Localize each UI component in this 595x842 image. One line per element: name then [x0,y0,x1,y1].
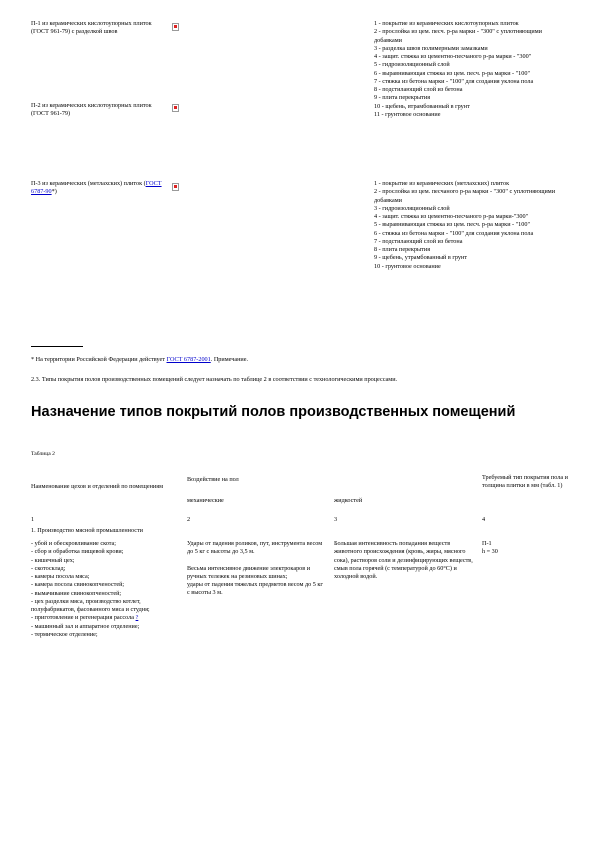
row-link[interactable]: ? [135,614,139,622]
list-item: - кишечный цех; [31,556,75,564]
section-heading: Назначение типов покрытий полов производственных помещений [31,404,516,420]
footnote: * На территории Российской Федерации действует ГОСТ 6787-2001. Примечание. [31,356,248,363]
col4-cell: П-1 h = 30 [482,540,498,556]
table-label: Таблица 2 [31,451,55,457]
list-item: - машинный зал и аппаратное отделение; [31,622,140,630]
list-item: - цех разделки мяса, производство котлет, полуфабрикатов, фасованного мяса и студня; [31,597,150,613]
col-number-3: 3 [334,516,338,523]
list-item: - скотосклад; [31,564,66,572]
list-item: - приготовление и регенерация рассола ? [31,614,139,622]
list-item: - камера посола свинокопченостей; [31,581,125,589]
list-item: - сбор и обработка пищевой крови; [31,548,124,556]
col1-header: Наименование цехов и отделений по помещениям [31,483,163,490]
covering-p2-label: П-2 из керамических кислотоупорных плиток (ГОСТ 961-79) [31,102,152,118]
section-title: 1. Производство мясной промышленности [31,527,143,534]
col2-header: механические [187,497,224,504]
footnote-separator [31,346,83,347]
col2-cell: Удары от падения роликов, пут, инструмента весом до 5 кг с высоты до 3,5 м. Весьма интенсивное движение электрокаров и ручных тележек на резиновых шинах; удары от падения тяжелых предметов весом до 5 кг с высоты 3 м. [187,540,323,597]
covering-p3-label: П-3 из керамических (метлахских) плиток (ГОСТ 6787-90*) [31,180,162,196]
broken-image-icon [172,183,179,191]
col3-header: жидкостей [334,497,363,504]
col3-cell: Большая интенсивность попадания веществ животного происхождения (кровь, жиры, мясного сока), растворов соли и дезинфицирующих веществ, смыв пола горячей (с температурой до 60°С) и холодной водой. [334,540,473,580]
col-number-4: 4 [482,516,486,523]
col1-items [31,540,181,639]
footnote-gost-link[interactable]: ГОСТ 6787-2001 [166,356,211,363]
list-item: - термическое отделение; [31,630,98,638]
broken-image-icon [172,23,179,31]
list-item: - вымачивание свинокопченостей; [31,589,122,597]
col4-header: Требуемый тип покрытия пола и толщина плитки в мм (табл. 1) [482,474,568,490]
paragraph-2-3: 2.3. Типы покрытия полов производственных помещений следует назначать по таблице 2 в соответствии с технологическими процессами. [31,376,398,383]
covering-p1-layers: 1 - покрытие из керамических кислотоупорных плиток 2 - прослойка из цем. песч. р-ра марки - "300" с уплотняющими добавками 3 - разделка швов полимерными замазками 4 - защит. стяжка из цементно-песчаного р-ра марки - "300" 5 - гидроизоляционный слой 6 - выравнивающая стяжка из цем. песч. р-ра марки - "100" 7 - стяжка из бетона марки - "100" для создания уклона пола 8 - подстилающий слой из бетона 9 - плита перекрытия 10 - щебень, втрамбованный в грунт 11 - грунтовое основание [374,20,542,118]
col-number-2: 2 [187,516,191,523]
covering-p3-layers: 1 - покрытие из керамических (метлахских) плиток 2 - прослойка из цем. песчаного р-ра марки - "300" с уплотняющими добавками 3 - гидроизоляционный слой 4 - защит. стяжка из цементно-песчаного р-ра марки-"300" 5 - выравнивающая стяжка из цем. песч. р-ра марки - "100" 6 - стяжка из бетона марки - "100" для создания уклона пола 7 - подстилающий слой из бетона 8 - плита перекрытия 9 - щебень, утрамбованный в грунт 10 - грунтовое основание [374,180,556,270]
list-item: - убой и обескровливание скота; [31,540,117,547]
gost-link[interactable]: ГОСТ 6787-90 [31,180,162,196]
covering-p1-label: П-1 из керамических кислотоупорных плиток (ГОСТ 961-79) с разделкой швов [31,20,152,36]
broken-image-icon [172,104,179,112]
list-item: - камеры посола мяса; [31,573,90,580]
group-header: Воздействие на пол [187,476,239,483]
col-number-1: 1 [31,516,35,523]
